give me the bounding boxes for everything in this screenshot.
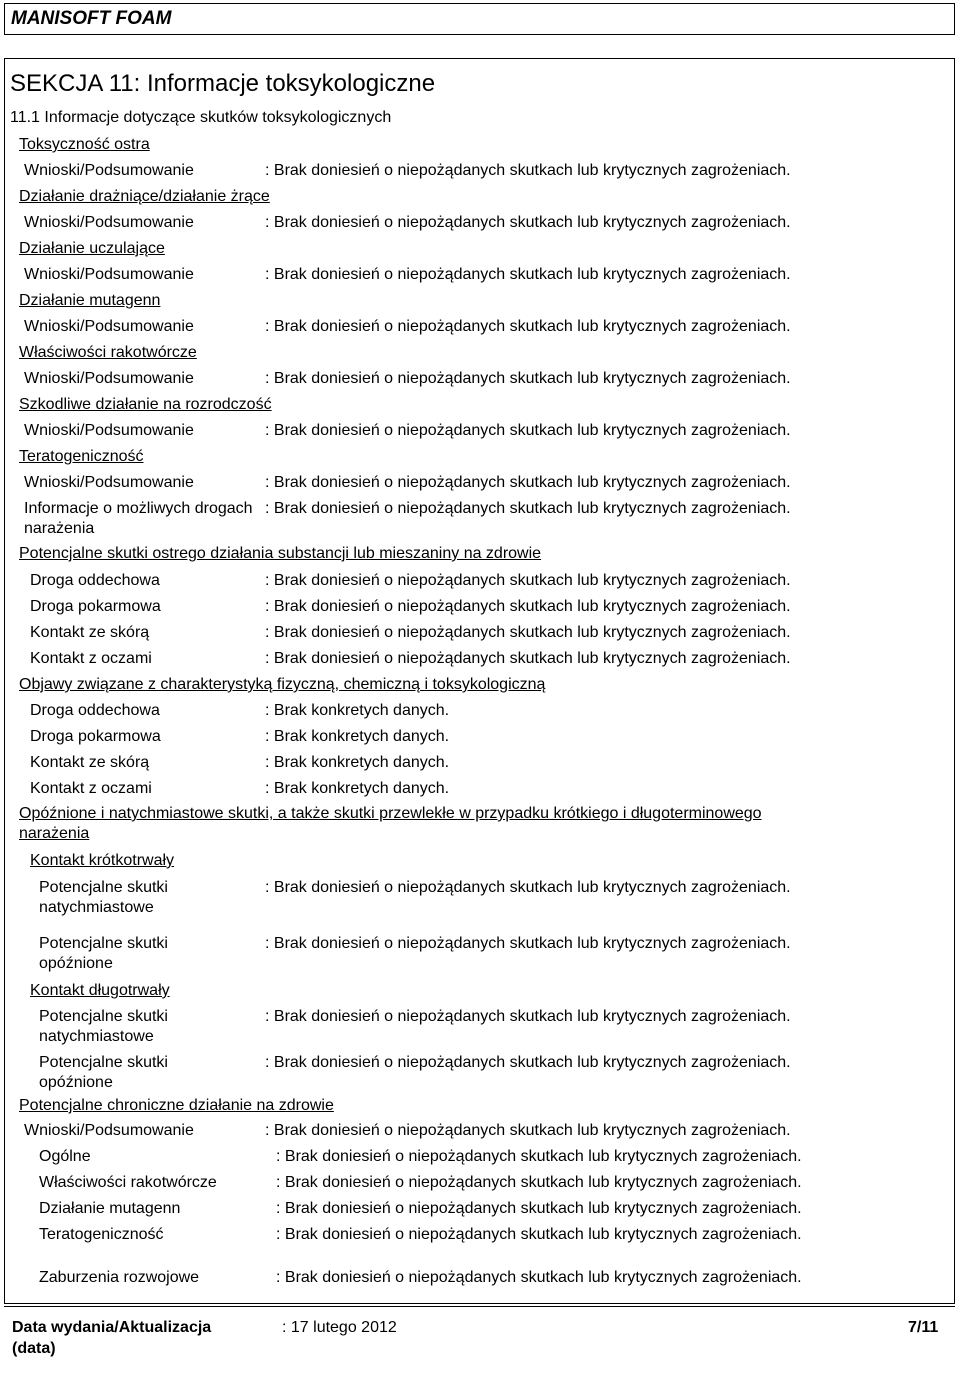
summary-value: : Brak doniesień o niepożądanych skutkach lub krytycznych zagrożeniach. — [265, 318, 791, 335]
summary-value: : Brak doniesień o niepożądanych skutkach lub krytycznych zagrożeniach. — [265, 422, 791, 439]
chronic-label: Właściwości rakotwórcze — [39, 1174, 217, 1191]
chronic-label: Teratogeniczność — [39, 1226, 164, 1243]
chronic-label: Ogólne — [39, 1148, 91, 1165]
effect-label: Potencjalne skutki opóźnione — [39, 935, 168, 972]
summary-label: Wnioski/Podsumowanie — [24, 162, 194, 179]
heading-acute-effects: Potencjalne skutki ostrego działania substancji lub mieszaniny na zdrowie — [19, 545, 542, 562]
summary-value: : Brak doniesień o niepożądanych skutkach lub krytycznych zagrożeniach. — [265, 162, 791, 179]
effect-value: : Brak doniesień o niepożądanych skutkach lub krytycznych zagrożeniach. — [265, 1054, 791, 1071]
document-header — [4, 3, 955, 35]
route-label: Droga pokarmowa — [30, 728, 161, 745]
product-name: MANISOFT FOAM — [11, 8, 172, 29]
heading-carcinogenicity: Właściwości rakotwórcze — [19, 344, 197, 361]
footer-divider — [4, 1306, 955, 1307]
chronic-value: : Brak doniesień o niepożądanych skutkach lub krytycznych zagrożeniach. — [276, 1226, 802, 1243]
summary-value: : Brak doniesień o niepożądanych skutkach lub krytycznych zagrożeniach. — [265, 370, 791, 387]
summary-value: : Brak doniesień o niepożądanych skutkach lub krytycznych zagrożeniach. — [265, 474, 791, 491]
heading-short-term: Kontakt krótkotrwały — [30, 852, 175, 869]
route-value: : Brak doniesień o niepożądanych skutkach lub krytycznych zagrożeniach. — [265, 624, 791, 641]
heading-symptoms: Objawy związane z charakterystyką fizyczną, chemiczną i toksykologiczną — [19, 676, 546, 693]
effect-label: Potencjalne skutki natychmiastowe — [39, 1008, 168, 1045]
heading-mutagenicity: Działanie mutagenn — [19, 292, 161, 309]
chronic-value: : Brak doniesień o niepożądanych skutkach lub krytycznych zagrożeniach. — [276, 1200, 802, 1217]
heading-delayed-effects: Opóźnione i natychmiastowe skutki, a także skutki przewlekłe w przypadku krótkiego i długoterminowego — [19, 805, 762, 822]
summary-label: Wnioski/Podsumowanie — [24, 214, 194, 231]
route-label: Kontakt ze skórą — [30, 624, 150, 641]
summary-label: Wnioski/Podsumowanie — [24, 1122, 194, 1139]
route-label: Droga oddechowa — [30, 702, 160, 719]
issue-date-value: : 17 lutego 2012 — [282, 1319, 397, 1336]
route-label: Kontakt ze skórą — [30, 754, 150, 771]
route-label: Droga oddechowa — [30, 572, 160, 589]
route-value: : Brak konkretych danych. — [265, 702, 450, 719]
route-value: : Brak konkretych danych. — [265, 780, 450, 797]
exposure-routes-value: : Brak doniesień o niepożądanych skutkach lub krytycznych zagrożeniach. — [265, 500, 791, 517]
chronic-value: : Brak doniesień o niepożądanych skutkach lub krytycznych zagrożeniach. — [276, 1174, 802, 1191]
heading-acute-toxicity: Toksyczność ostra — [19, 136, 150, 153]
issue-date-label: Data wydania/Aktualizacja — [12, 1319, 212, 1336]
route-label: Droga pokarmowa — [30, 598, 161, 615]
section-title: SEKCJA 11: Informacje toksykologiczne — [10, 70, 436, 97]
route-value: : Brak konkretych danych. — [265, 754, 450, 771]
summary-value: : Brak doniesień o niepożądanych skutkach lub krytycznych zagrożeniach. — [265, 214, 791, 231]
route-label: Kontakt z oczami — [30, 650, 152, 667]
summary-value: : Brak doniesień o niepożądanych skutkach lub krytycznych zagrożeniach. — [265, 266, 791, 283]
route-value: : Brak doniesień o niepożądanych skutkach lub krytycznych zagrożeniach. — [265, 598, 791, 615]
summary-label: Wnioski/Podsumowanie — [24, 422, 194, 439]
chronic-label: Działanie mutagenn — [39, 1200, 181, 1217]
summary-label: Wnioski/Podsumowanie — [24, 266, 194, 283]
effect-label: Potencjalne skutki opóźnione — [39, 1054, 168, 1091]
route-label: Kontakt z oczami — [30, 780, 152, 797]
page-number: 7/11 — [908, 1319, 939, 1336]
heading-sensitization: Działanie uczulające — [19, 240, 165, 257]
subsection-title: 11.1 Informacje dotyczące skutków toksykologicznych — [10, 109, 392, 126]
summary-label: Wnioski/Podsumowanie — [24, 474, 194, 491]
heading-teratogenicity: Teratogeniczność — [19, 448, 144, 465]
effect-label: Potencjalne skutki natychmiastowe — [39, 879, 168, 916]
heading-chronic-effects: Potencjalne chroniczne działanie na zdrowie — [19, 1097, 334, 1114]
chronic-label: Zaburzenia rozwojowe — [39, 1269, 200, 1286]
heading-irritation: Działanie drażniące/działanie żrące — [19, 188, 270, 205]
summary-label: Wnioski/Podsumowanie — [24, 318, 194, 335]
issue-date-label-cont: (data) — [12, 1340, 56, 1357]
effect-value: : Brak doniesień o niepożądanych skutkach lub krytycznych zagrożeniach. — [265, 879, 791, 896]
heading-long-term: Kontakt długotrwały — [30, 982, 170, 999]
route-value: : Brak doniesień o niepożądanych skutkach lub krytycznych zagrożeniach. — [265, 650, 791, 667]
heading-reproductive-toxicity: Szkodliwe działanie na rozrodczość — [19, 396, 272, 413]
heading-delayed-effects-cont: narażenia — [19, 825, 90, 842]
summary-label: Wnioski/Podsumowanie — [24, 370, 194, 387]
effect-value: : Brak doniesień o niepożądanych skutkach lub krytycznych zagrożeniach. — [265, 1008, 791, 1025]
chronic-value: : Brak doniesień o niepożądanych skutkach lub krytycznych zagrożeniach. — [276, 1148, 802, 1165]
route-value: : Brak konkretych danych. — [265, 728, 450, 745]
summary-value: : Brak doniesień o niepożądanych skutkach lub krytycznych zagrożeniach. — [265, 1122, 791, 1139]
effect-value: : Brak doniesień o niepożądanych skutkach lub krytycznych zagrożeniach. — [265, 935, 791, 952]
chronic-value: : Brak doniesień o niepożądanych skutkach lub krytycznych zagrożeniach. — [276, 1269, 802, 1286]
exposure-routes-label: Informacje o możliwych drogach narażenia — [24, 500, 253, 537]
route-value: : Brak doniesień o niepożądanych skutkach lub krytycznych zagrożeniach. — [265, 572, 791, 589]
